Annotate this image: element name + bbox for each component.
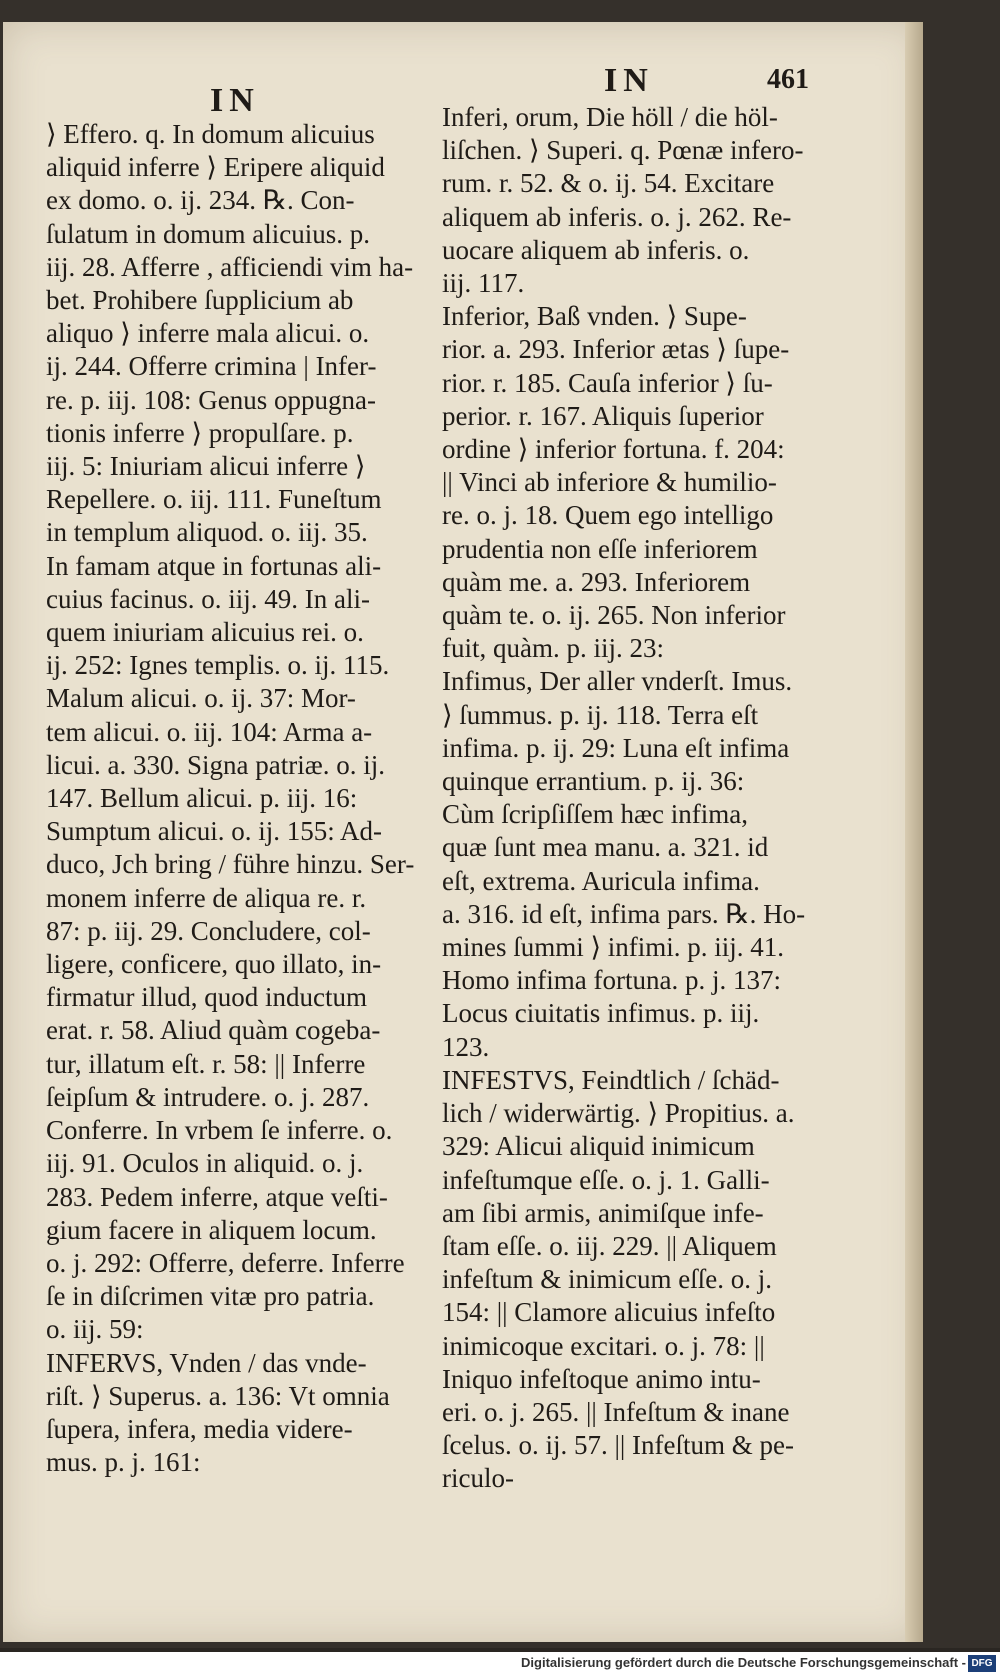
text-line: re. o. j. 18. Quem ego intelligo xyxy=(442,500,774,531)
text-line: in templum aliquod. o. iij. 35. xyxy=(46,517,368,548)
text-line: INFESTVS, Feindtlich / ſchäd- xyxy=(442,1064,780,1095)
text-line: mines ſummi ⟩ infimi. p. iij. 41. xyxy=(442,932,785,963)
text-line: re. p. iij. 108: Genus oppugna- xyxy=(46,384,376,415)
text-line: || Vinci ab inferiore & humilio- xyxy=(442,467,777,498)
right-column xyxy=(442,101,842,1496)
text-line: Infimus, Der aller vnderſt. Imus. xyxy=(442,666,793,697)
text-line: lich / widerwärtig. ⟩ Propitius. a. xyxy=(442,1098,795,1129)
text-line: cuius facinus. o. iij. 49. In ali- xyxy=(46,583,370,614)
text-line: quem iniuriam alicuius rei. o. xyxy=(46,617,364,648)
text-line: INFERVS, Vnden / das vnde- xyxy=(46,1347,367,1378)
text-line: tionis inferre ⟩ propulſare. p. xyxy=(46,417,354,448)
text-line: ſupera, infera, media videre- xyxy=(46,1413,353,1444)
text-line: ex domo. o. ij. 234. ℞. Con- xyxy=(46,185,355,216)
text-line: ordine ⟩ inferior fortuna. f. 204: xyxy=(442,434,785,465)
text-line: 329: Alicui aliquid inimicum xyxy=(442,1131,755,1162)
text-line: ij. 252: Ignes templis. o. ij. 115. xyxy=(46,650,390,681)
text-line: iij. 5: Iniuriam alicui inferre ⟩ xyxy=(46,451,366,482)
text-line: infima. p. ij. 29: Luna eſt infima xyxy=(442,732,790,763)
text-line: quàm me. a. 293. Inferiorem xyxy=(442,566,751,597)
text-line: am ſibi armis, animiſque infe- xyxy=(442,1197,764,1228)
text-line: riculo- xyxy=(442,1463,514,1494)
text-line: firmatur illud, quod inductum xyxy=(46,982,367,1013)
text-line: tur, illatum eſt. r. 58: || Inferre xyxy=(46,1048,366,1079)
text-line: ſcelus. o. ij. 57. || Infeſtum & pe- xyxy=(442,1430,794,1461)
text-line: riſt. ⟩ Superus. a. 136: Vt omnia xyxy=(46,1380,390,1411)
left-column xyxy=(46,118,434,1479)
text-line: tem alicui. o. iij. 104: Arma a- xyxy=(46,716,373,747)
text-line: infeſtum & inimicum eſſe. o. j. xyxy=(442,1264,772,1295)
dfg-logo: DFG xyxy=(968,1655,996,1672)
text-line: aliquem ab inferis. o. j. 262. Re- xyxy=(442,201,792,232)
text-line: iij. 28. Afferre , afficiendi vim ha- xyxy=(46,251,414,282)
text-line: perior. r. 167. Aliquis ſuperior xyxy=(442,400,764,431)
text-line: Malum alicui. o. ij. 37: Mor- xyxy=(46,683,356,714)
text-line: quàm te. o. ij. 265. Non inferior xyxy=(442,600,786,631)
text-line: ij. 244. Offerre crimina | Infer- xyxy=(46,351,377,382)
text-line: ⟩ Effero. q. In domum alicuius xyxy=(46,119,375,149)
running-head-left: IN xyxy=(210,82,260,119)
text-line: Cùm ſcripſiſſem hæc infima, xyxy=(442,799,748,830)
text-line: ſe in diſcrimen vitæ pro patria. xyxy=(46,1281,375,1312)
text-line: Homo infima fortuna. p. j. 137: xyxy=(442,965,781,996)
text-line: aliquo ⟩ inferre mala alicui. o. xyxy=(46,318,370,349)
text-line: ſeipſum & intrudere. o. j. 287. xyxy=(46,1081,370,1112)
text-line: infeſtumque eſſe. o. j. 1. Galli- xyxy=(442,1164,770,1195)
text-line: uocare aliquem ab inferis. o. xyxy=(442,234,750,265)
text-line: ſulatum in domum alicuius. p. xyxy=(46,218,370,249)
text-line: iij. 91. Oculos in aliquid. o. j. xyxy=(46,1148,364,1179)
text-line: 147. Bellum alicui. p. iij. 16: xyxy=(46,783,358,814)
text-line: rum. r. 52. & o. ij. 54. Excitare xyxy=(442,168,775,199)
footer-bar xyxy=(0,1652,1000,1676)
text-line: Inferior, Baß vnden. ⟩ Supe- xyxy=(442,301,747,332)
text-line: inimicoque excitari. o. j. 78: || xyxy=(442,1330,765,1361)
text-line: monem inferre de aliqua re. r. xyxy=(46,882,367,913)
text-line: Iniquo infeſtoque animo intu- xyxy=(442,1363,761,1394)
page-number: 461 xyxy=(767,64,809,95)
text-line: 283. Pedem inferre, atque veſti- xyxy=(46,1181,388,1212)
text-line: erat. r. 58. Aliud quàm cogeba- xyxy=(46,1015,381,1046)
text-line: 154: || Clamore alicuius infeſto xyxy=(442,1297,776,1328)
funding-credit: Digitalisierung gefördert durch die Deutsche Forschungsgemeinschaft - xyxy=(521,1655,966,1670)
text-line: rior. a. 293. Inferior ætas ⟩ ſupe- xyxy=(442,334,790,365)
text-line: Conferre. In vrbem ſe inferre. o. xyxy=(46,1115,393,1146)
text-line: In famam atque in fortunas ali- xyxy=(46,550,382,581)
text-line: prudentia non eſſe inferiorem xyxy=(442,533,758,564)
text-line: a. 316. id eſt, infima pars. ℞. Ho- xyxy=(442,898,806,929)
text-line: Repellere. o. iij. 111. Funeſtum xyxy=(46,484,382,515)
text-line: Inferi, orum, Die höll / die höl- xyxy=(442,102,778,132)
text-line: o. j. 292: Offerre, deferre. Inferre xyxy=(46,1247,405,1278)
text-line: 123. xyxy=(442,1031,490,1062)
text-line: rior. r. 185. Cauſa inferior ⟩ ſu- xyxy=(442,367,773,398)
text-line: licui. a. 330. Signa patriæ. o. ij. xyxy=(46,749,385,780)
text-line: 87: p. iij. 29. Concludere, col- xyxy=(46,915,371,946)
text-line: gium facere in aliquem locum. xyxy=(46,1214,377,1245)
text-line: o. iij. 59: xyxy=(46,1314,144,1345)
text-line: fuit, quàm. p. iij. 23: xyxy=(442,633,664,664)
running-head-right: IN xyxy=(604,62,654,99)
text-line: quinque errantium. p. ij. 36: xyxy=(442,766,745,797)
text-line: liſchen. ⟩ Superi. q. Pœnæ infero- xyxy=(442,135,804,166)
text-line: duco, Jch bring / führe hinzu. Ser- xyxy=(46,849,415,880)
text-line: iij. 117. xyxy=(442,268,525,299)
text-line: ⟩ ſummus. p. ij. 118. Terra eſt xyxy=(442,699,759,730)
page-edge xyxy=(905,22,923,1642)
text-line: eſt, extrema. Auricula infima. xyxy=(442,865,760,896)
text-line: quæ ſunt mea manu. a. 321. id xyxy=(442,832,769,863)
text-line: Sumptum alicui. o. ij. 155: Ad- xyxy=(46,816,382,847)
text-line: bet. Prohibere ſupplicium ab xyxy=(46,285,354,316)
text-line: ſtam eſſe. o. iij. 229. || Aliquem xyxy=(442,1230,777,1261)
text-line: ligere, conficere, quo illato, in- xyxy=(46,949,382,980)
text-line: Locus ciuitatis infimus. p. iij. xyxy=(442,998,760,1029)
text-line: mus. p. j. 161: xyxy=(46,1447,201,1478)
text-line: eri. o. j. 265. || Infeſtum & inane xyxy=(442,1396,790,1427)
text-line: aliquid inferre ⟩ Eripere aliquid xyxy=(46,152,385,183)
